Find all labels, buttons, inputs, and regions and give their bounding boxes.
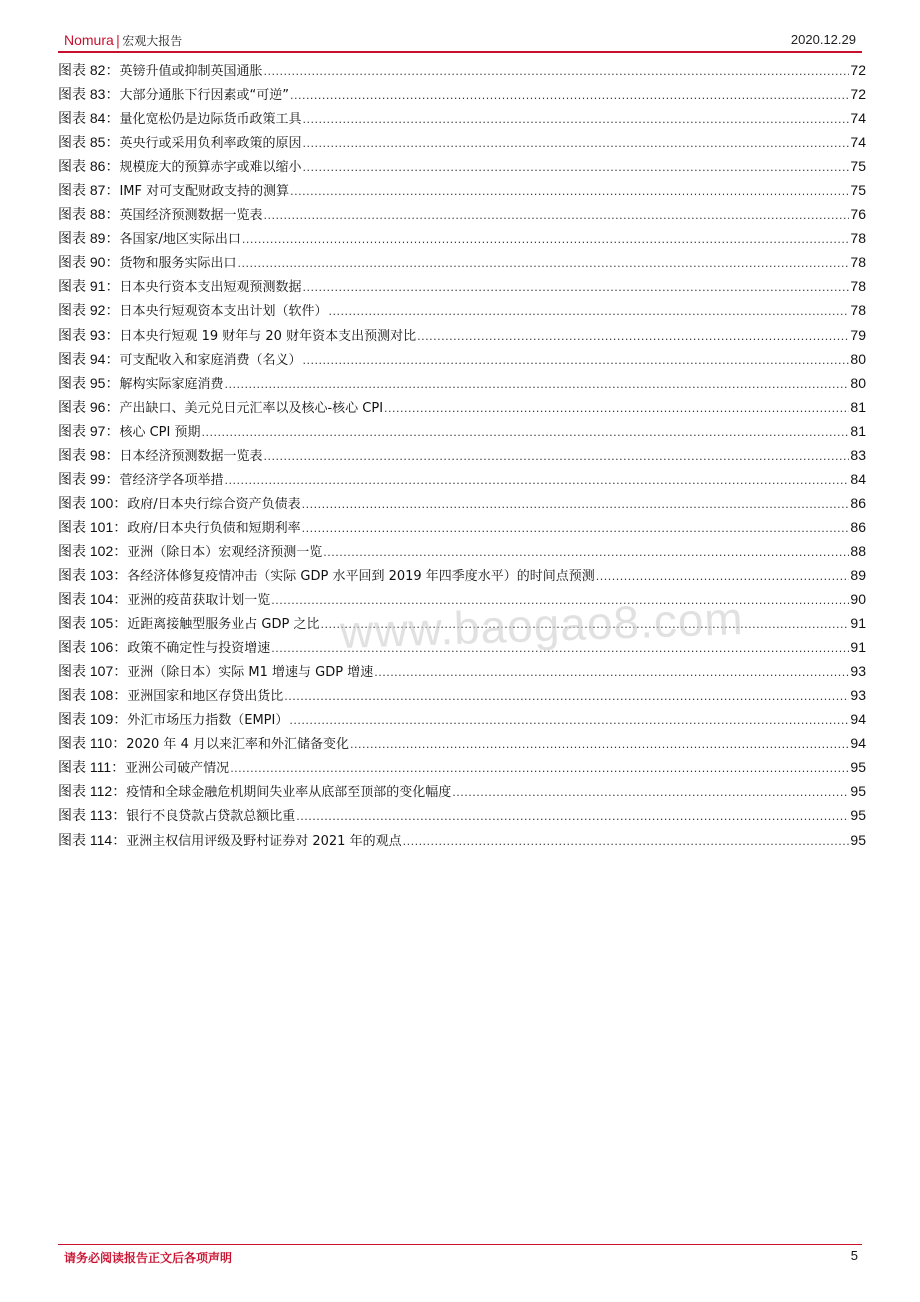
toc-entry[interactable] [58,106,866,130]
toc-entry[interactable] [58,154,866,178]
toc-entry[interactable] [58,82,866,106]
toc-entry[interactable] [58,274,866,298]
toc-entry[interactable] [58,323,866,347]
toc-page-number: 86 [850,518,866,535]
toc-entry-label [58,298,327,324]
dot-leader [384,397,849,421]
nomura-logo: Nomura [64,32,114,48]
figure-title: 日本央行资本支出短观预测数据 [119,280,302,296]
report-title: 宏观大报告 [122,34,183,48]
toc-page-number: 83 [850,446,866,463]
toc-entry[interactable] [58,828,866,852]
toc-entry-label [58,82,289,108]
dot-leader [242,228,850,252]
figure-number: 图表 113： [58,807,127,824]
toc-entry[interactable] [58,250,866,274]
figure-title: 政府/日本央行负债和短期利率 [127,520,301,536]
toc-entry-label [58,130,301,156]
figure-number: 图表 95： [58,374,120,391]
figure-title: 外汇市场压力指数（EMPI） [127,713,289,729]
figure-title: 英国经济预测数据一览表 [119,208,263,224]
dot-leader [302,349,849,373]
toc-page-number: 93 [850,687,866,704]
toc-page-number: 75 [850,158,866,175]
dot-leader [237,252,849,276]
toc-entry[interactable] [58,755,866,779]
toc-entry-label [58,58,262,84]
toc-page-number: 81 [850,398,866,415]
dot-leader [302,108,849,132]
figure-title: 银行不良贷款占贷款总额比重 [126,809,296,825]
figure-number: 图表 98： [58,446,120,463]
toc-entry[interactable] [58,467,866,491]
table-of-figures [58,58,866,852]
toc-page-number: 81 [850,422,866,439]
dot-leader [417,325,849,349]
toc-entry[interactable] [58,539,866,563]
toc-entry-label [58,539,322,565]
toc-page-number: 89 [850,566,866,583]
page-number: 5 [850,1248,858,1263]
dot-leader [263,204,849,228]
toc-entry[interactable] [58,58,866,82]
toc-entry[interactable] [58,779,866,803]
toc-entry-label [58,443,262,469]
figure-title: 日本央行短观 19 财年与 20 财年资本支出预测对比 [119,328,417,344]
toc-entry[interactable] [58,419,866,443]
toc-page-number: 95 [850,783,866,800]
toc-page-number: 88 [850,542,866,559]
dot-leader [230,757,849,781]
dot-leader [289,709,849,733]
toc-entry[interactable] [58,298,866,322]
figure-title: 亚洲主权信用评级及野村证券对 2021 年的观点 [126,833,402,849]
toc-page-number: 78 [850,278,866,295]
figure-number: 图表 109： [58,711,128,728]
dot-leader [323,541,849,565]
toc-entry-label [58,587,270,613]
brand-separator: | [115,34,121,49]
figure-number: 图表 82： [58,62,120,78]
figure-number: 图表 112： [58,783,127,800]
dot-leader [350,733,849,757]
toc-entry[interactable] [58,803,866,827]
watermark: www.baogao8.com [339,591,745,659]
toc-entry[interactable] [58,395,866,419]
toc-entry[interactable] [58,563,866,587]
toc-page-number: 80 [850,374,866,391]
toc-entry-label [58,563,595,589]
toc-page-number: 79 [850,326,866,343]
figure-title: 各经济体修复疫情冲击（实际 GDP 水平回到 2019 年四季度水平）的时间点预测 [127,568,595,584]
figure-number: 图表 104： [58,591,128,608]
toc-page-number: 93 [850,663,866,680]
toc-page-number: 86 [850,494,866,511]
toc-entry-label [58,779,451,805]
dot-leader [403,830,850,854]
dot-leader [296,805,849,829]
toc-page-number: 80 [850,350,866,367]
dot-leader [263,60,849,84]
toc-entry[interactable] [58,178,866,202]
dot-leader [328,300,849,324]
toc-entry[interactable] [58,515,866,539]
dot-leader [302,517,850,541]
toc-page-number: 74 [850,134,866,151]
toc-entry-label [58,683,283,709]
toc-entry-label [58,226,241,252]
figure-number: 图表 85： [58,134,120,151]
figure-number: 图表 97： [58,422,120,439]
toc-entry[interactable] [58,491,866,515]
toc-page-number: 91 [850,615,866,632]
figure-number: 图表 103： [58,566,128,583]
toc-entry-label [58,803,295,829]
dot-leader [596,565,850,589]
toc-entry-label [58,274,301,300]
toc-page-number: 95 [850,831,866,848]
toc-page-number: 91 [850,639,866,656]
figure-number: 图表 111： [58,759,126,776]
toc-entry-label [58,347,301,373]
figure-number: 图表 99： [58,470,120,487]
toc-entry[interactable] [58,443,866,467]
dot-leader [224,469,849,493]
figure-title: 近距离接触型服务业占 GDP 之比 [127,617,320,633]
figure-title: 各国家/地区实际出口 [119,232,241,248]
figure-title: 核心 CPI 预期 [119,424,201,440]
dot-leader [290,180,849,204]
toc-page-number: 94 [850,711,866,728]
dot-leader [302,156,849,180]
dot-leader [201,421,849,445]
toc-entry-label [58,755,229,781]
figure-number: 图表 90： [58,254,120,271]
toc-page-number: 90 [850,591,866,608]
dot-leader [374,661,849,685]
figure-title: 量化宽松仍是边际货币政策工具 [119,112,302,128]
figure-title: 亚洲的疫苗获取计划一览 [127,593,271,609]
figure-number: 图表 105： [58,615,128,632]
figure-number: 图表 87： [58,182,120,199]
toc-entry-label [58,250,236,276]
toc-entry[interactable] [58,731,866,755]
dot-leader [224,373,849,397]
toc-page-number: 95 [850,807,866,824]
toc-entry-label [58,611,319,637]
dot-leader [302,493,850,517]
toc-entry[interactable] [58,347,866,371]
toc-page-number: 72 [850,62,866,78]
toc-entry[interactable] [58,659,866,683]
report-date: 2020.12.29 [790,32,856,47]
figure-number: 图表 83： [58,86,120,103]
dot-leader [302,132,849,156]
toc-entry-label [58,323,416,349]
figure-title: 英央行或采用负利率政策的原因 [119,136,302,152]
figure-number: 图表 96： [58,398,120,415]
toc-entry-label [58,371,223,397]
figure-number: 图表 86： [58,158,120,175]
figure-title: 政府/日本央行综合资产负债表 [127,496,301,512]
toc-entry-label [58,731,349,757]
figure-number: 图表 89： [58,230,120,247]
toc-page-number: 78 [850,302,866,319]
figure-number: 图表 110： [58,735,127,752]
toc-page-number: 75 [850,182,866,199]
figure-number: 图表 108： [58,687,128,704]
toc-entry-label [58,202,262,228]
toc-page-number: 95 [850,759,866,776]
toc-page-number: 94 [850,735,866,752]
toc-entry-label [58,515,301,541]
page-header [58,30,862,52]
dot-leader [452,781,849,805]
toc-entry[interactable] [58,202,866,226]
toc-page-number: 84 [850,470,866,487]
toc-page-number: 78 [850,230,866,247]
toc-entry-label [58,635,270,661]
dot-leader [284,685,849,709]
figure-title: 产出缺口、美元兑日元汇率以及核心-核心 CPI [119,400,384,416]
dot-leader [263,445,849,469]
footer-divider [58,1244,862,1245]
figure-title: 2020 年 4 月以来汇率和外汇储备变化 [126,737,349,753]
toc-entry[interactable] [58,130,866,154]
figure-number: 图表 102： [58,542,128,559]
figure-number: 图表 84： [58,110,120,127]
toc-entry-label [58,178,289,204]
figure-number: 图表 107： [58,663,128,680]
toc-entry-label [58,707,288,733]
figure-title: 货物和服务实际出口 [119,256,237,272]
dot-leader [290,84,849,108]
figure-title: 亚洲国家和地区存贷出货比 [127,689,284,705]
figure-number: 图表 114： [58,831,127,848]
figure-number: 图表 88： [58,206,120,223]
figure-title: 日本经济预测数据一览表 [119,448,263,464]
figure-title: 亚洲（除日本）宏观经济预测一览 [127,544,323,560]
figure-title: 亚洲公司破产情况 [125,761,230,777]
figure-number: 图表 93： [58,326,120,343]
toc-entry-label [58,659,373,685]
toc-entry[interactable] [58,226,866,250]
figure-title: 政策不确定性与投资增速 [127,641,271,657]
brand [64,32,182,49]
figure-title: 英镑升值或抑制英国通胀 [119,64,263,79]
toc-entry[interactable] [58,707,866,731]
figure-title: 菅经济学各项举措 [119,472,224,488]
figure-title: 可支配收入和家庭消费（名义） [119,352,302,368]
toc-entry-label [58,419,200,445]
figure-title: 大部分通胀下行因素或“可逆” [119,88,289,104]
toc-entry-label [58,154,301,180]
figure-number: 图表 91： [58,278,120,295]
figure-number: 图表 92： [58,302,120,319]
figure-title: 疫情和全球金融危机期间失业率从底部至顶部的变化幅度 [126,785,452,801]
figure-title: 解构实际家庭消费 [119,376,224,392]
figure-number: 图表 100： [58,494,128,511]
figure-number: 图表 94： [58,350,120,367]
header-divider [58,51,862,53]
toc-entry-label [58,491,301,517]
figure-title: 亚洲（除日本）实际 M1 增速与 GDP 增速 [127,665,374,681]
dot-leader [302,276,849,300]
footer-disclaimer: 请务必阅读报告正文后各项声明 [64,1251,233,1265]
toc-entry[interactable] [58,683,866,707]
figure-number: 图表 101： [58,518,128,535]
toc-entry-label [58,467,223,493]
toc-entry-label [58,106,301,132]
toc-entry-label [58,395,383,421]
toc-page-number: 76 [850,206,866,223]
figure-title: 规模庞大的预算赤字或难以缩小 [119,160,302,176]
toc-page-number: 72 [850,86,866,103]
figure-title: 日本央行短观资本支出计划（软件） [119,304,328,320]
figure-number: 图表 106： [58,639,128,656]
toc-entry[interactable] [58,371,866,395]
figure-title: IMF 对可支配财政支持的测算 [119,184,290,200]
toc-entry-label [58,828,402,854]
toc-page-number: 78 [850,254,866,271]
toc-page-number: 74 [850,110,866,127]
